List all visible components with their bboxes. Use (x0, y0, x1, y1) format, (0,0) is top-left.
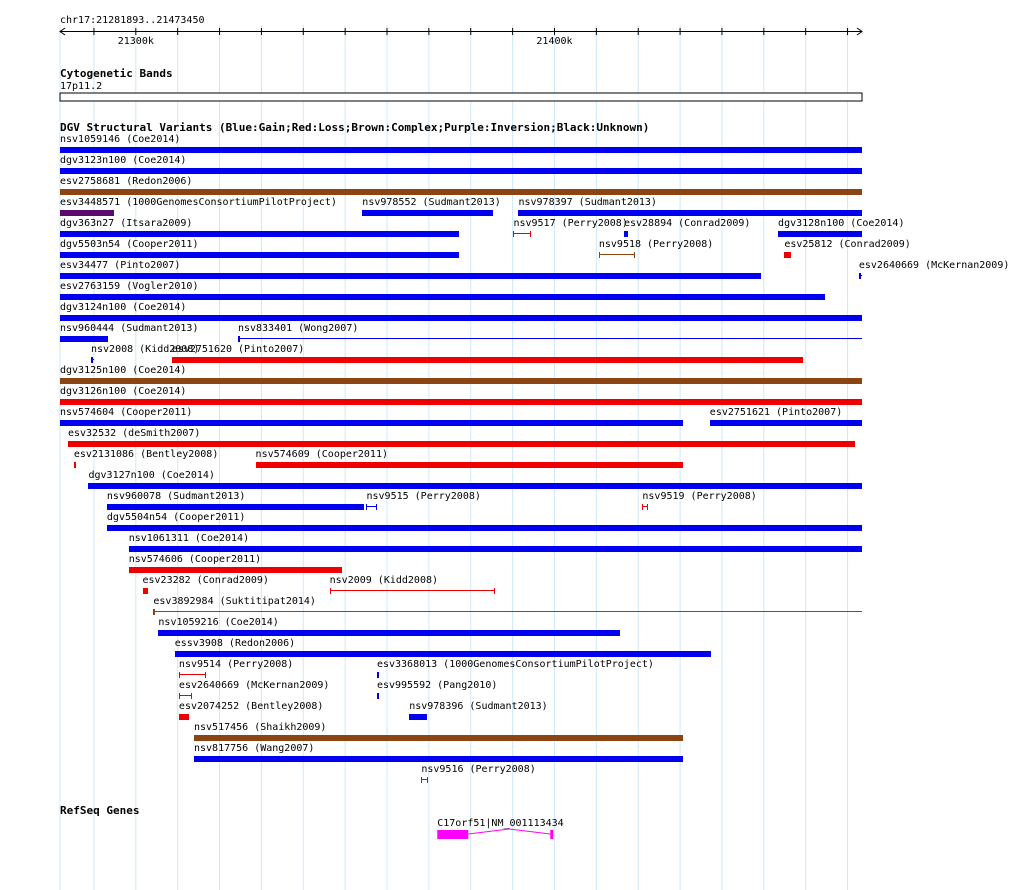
variant-label: essv3908 (Redon2006) (174, 638, 296, 649)
variant-label: esv32532 (deSmith2007) (67, 428, 201, 439)
variant-label: esv28894 (Conrad2009) (623, 218, 751, 229)
variant-label: esv23282 (Conrad2009) (142, 575, 269, 586)
variant-label: dgv3124n100 (Coe2014) (60, 302, 187, 313)
variant-label: esv25812 (Conrad2009) (784, 239, 911, 250)
variant-label: nsv9519 (Perry2008) (642, 491, 757, 502)
variant-label: dgv3125n100 (Coe2014) (60, 365, 187, 376)
variant-label: nsv2009 (Kidd2008) (329, 575, 439, 586)
variant-label: esv3892984 (Suktitipat2014) (153, 596, 316, 607)
ruler-tick-label: 21400k (536, 36, 573, 47)
variant-label: esv2640669 (McKernan2009) (178, 680, 330, 691)
variant-label: dgv3123n100 (Coe2014) (60, 155, 187, 166)
variant-label: esv2763159 (Vogler2010) (60, 281, 199, 292)
variant-label: nsv960444 (Sudmant2013) (60, 323, 199, 334)
variant-label: esv2640669 (McKernan2009) (858, 260, 1009, 271)
variant-label: esv34477 (Pinto2007) (60, 260, 181, 271)
variant-label: esv2074252 (Bentley2008) (178, 701, 324, 712)
variant-label: nsv9515 (Perry2008) (366, 491, 481, 502)
location-label: chr17:21281893..21473450 (60, 15, 205, 26)
variant-label: dgv5503n54 (Cooper2011) (60, 239, 199, 250)
variant-label: nsv833401 (Wong2007) (237, 323, 359, 334)
variant-label: esv2751621 (Pinto2007) (709, 407, 843, 418)
variant-label: esv3448571 (1000GenomesConsortiumPilotProject) (60, 197, 337, 208)
variant-label: nsv2008 (Kidd2008) (91, 344, 200, 355)
variant-label: esv2751620 (Pinto2007) (171, 344, 305, 355)
variant-label: nsv978552 (Sudmant2013) (362, 197, 501, 208)
gene-label: C17orf51|NM_001113434 (437, 818, 564, 829)
variant-label: nsv1061311 (Coe2014) (128, 533, 250, 544)
variant-label: nsv817756 (Wang2007) (194, 743, 315, 754)
variant-label: nsv9514 (Perry2008) (178, 659, 294, 670)
variant-label: esv995592 (Pang2010) (376, 680, 498, 691)
gene-exon (437, 830, 468, 839)
variant-label: nsv574604 (Cooper2011) (60, 407, 193, 418)
refseq-title: RefSeq Genes (60, 804, 140, 817)
variant-label: dgv3128n100 (Coe2014) (778, 218, 905, 229)
gene-intron (468, 829, 550, 834)
variant-label: nsv517456 (Shaikh2009) (194, 722, 327, 733)
variant-label: dgv3126n100 (Coe2014) (60, 386, 187, 397)
variant-label: dgv3127n100 (Coe2014) (88, 470, 215, 481)
ruler-tick-label: 21300k (117, 36, 154, 47)
variant-label: nsv9517 (Perry2008) (513, 218, 628, 229)
variant-label: nsv978397 (Sudmant2013) (518, 197, 657, 208)
gene-exon (550, 830, 553, 839)
variant-label: nsv1059146 (Coe2014) (60, 134, 181, 145)
variant-label: dgv363n27 (Itsara2009) (60, 218, 193, 229)
dgv-title: DGV Structural Variants (Blue:Gain;Red:Loss;Brown:Complex;Purple:Inversion;Black:Unknown) (60, 121, 650, 134)
variant-label: esv2131086 (Bentley2008) (73, 449, 219, 460)
variant-label: nsv574609 (Cooper2011) (255, 449, 388, 460)
variant-label: nsv9516 (Perry2008) (421, 764, 536, 775)
variant-label: nsv574606 (Cooper2011) (128, 554, 262, 565)
variant-label: esv3368013 (1000GenomesConsortiumPilotProject) (376, 659, 654, 670)
variant-label: nsv978396 (Sudmant2013) (409, 701, 548, 712)
variant-label: nsv960078 (Sudmant2013) (106, 491, 246, 502)
cytobands-title: Cytogenetic Bands (60, 67, 173, 80)
variant-label: dgv5504n54 (Cooper2011) (106, 512, 246, 523)
variant-label: nsv1059216 (Coe2014) (158, 617, 279, 628)
cytoband-label: 17p11.2 (60, 81, 103, 92)
variant-label: nsv9518 (Perry2008) (598, 239, 714, 250)
variant-label: esv2758681 (Redon2006) (60, 176, 193, 187)
